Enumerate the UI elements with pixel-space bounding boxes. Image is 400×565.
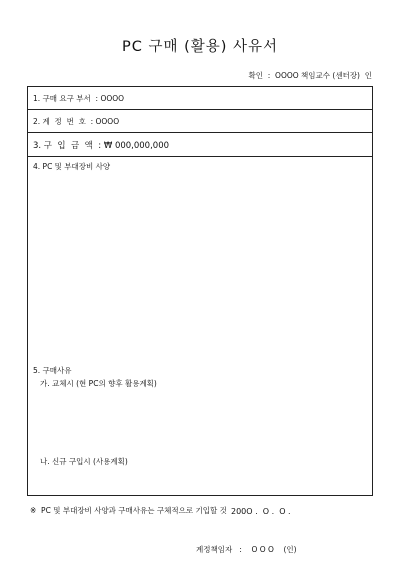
footnote: ※ PC 및 부대장비 사양과 구매사유는 구체적으로 기입할 것 (30, 506, 227, 515)
reason-new-purchase: 나. 신규 구입시 (사용계획) (40, 457, 128, 466)
reason-replacement: 가. 교체시 (현 PC의 향후 활용계획) (40, 379, 157, 388)
department-row: 1. 구매 요구 부서 : OOOO (28, 87, 372, 110)
confirmation-line: 확인 : OOOO 책임교수 (센터장) 인 (248, 71, 372, 80)
purchase-amount-row: 3. 구 입 금 액 : ₩ 000,000,000 (28, 133, 372, 157)
reason-label: 5. 구매사유 (33, 366, 72, 375)
signer-line: 계정책임자 : O O O (인) (196, 545, 297, 554)
spec-label: 4. PC 및 부대장비 사양 (33, 162, 111, 171)
page-title: PC 구매 (활용) 사유서 (121, 39, 279, 55)
account-number-row: 2. 계 정 번 호 : OOOO (28, 110, 372, 133)
date-line: 200O . O . O . (231, 507, 291, 516)
